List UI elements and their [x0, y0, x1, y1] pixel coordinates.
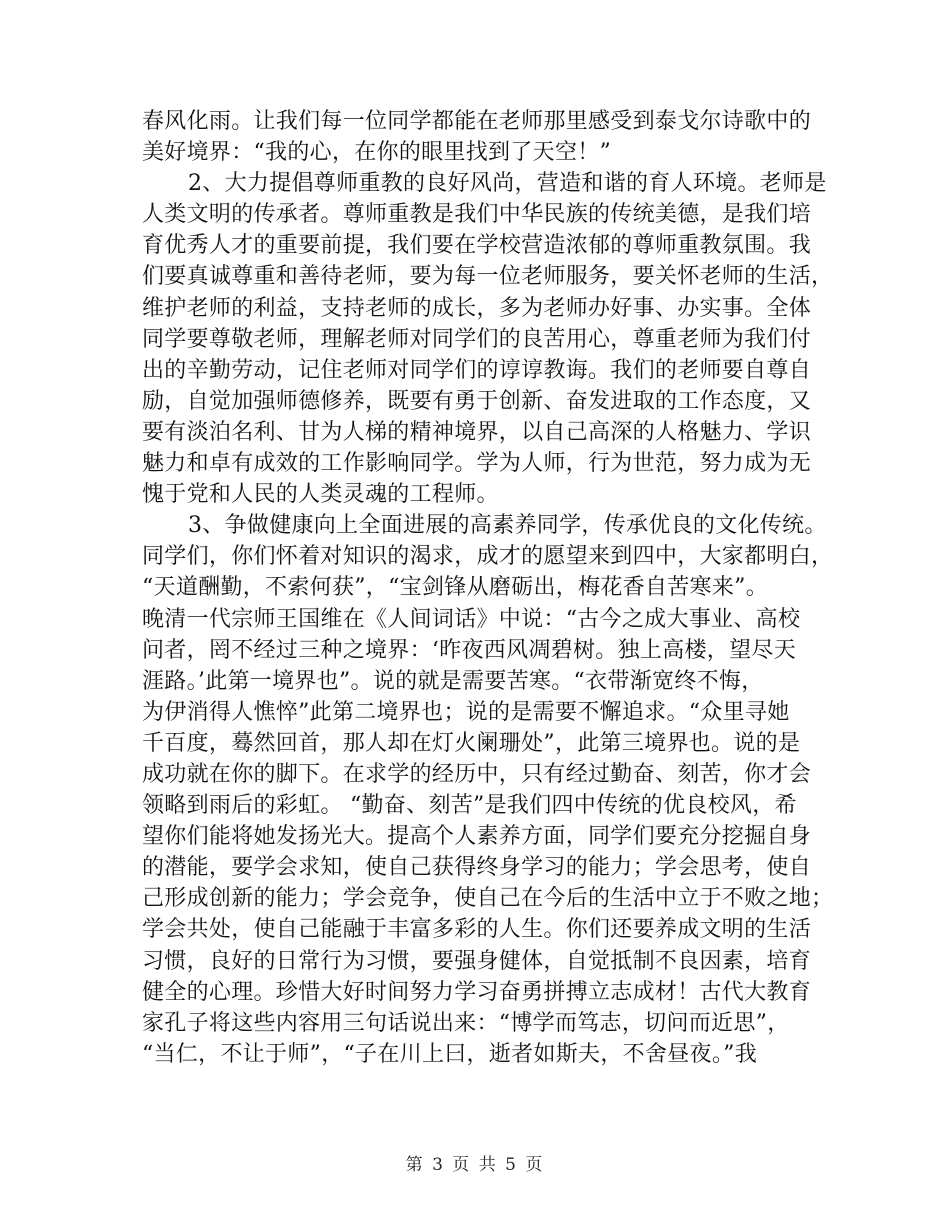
- text-line: 健全的心理。珍惜大好时间努力学习奋勇拼搏立志成材！古代大教育: [142, 979, 812, 1005]
- text-line-paragraph-start: 3、争做健康向上全面进展的高素养同学，传承优良的文化传统。: [188, 513, 827, 539]
- body-text: [142, 106, 834, 1070]
- text-line: 春风化雨。让我们每一位同学都能在老师那里感受到泰戈尔诗歌中的: [142, 109, 812, 134]
- text-line: 成功就在你的脚下。在求学的经历中，只有经过勤奋、刻苦，你才会: [142, 761, 812, 787]
- text-line: 为伊消得人憔悴”此第二境界也；说的是需要不懈追求。“众里寻她: [142, 699, 790, 725]
- text-line: 己形成创新的能力；学会竞争，使自己在今后的生活中立于不败之地；: [142, 886, 834, 912]
- text-line: “天道酬勤，不索何获”，“宝剑锋从磨砺出，梅花香自苦寒来”。: [142, 575, 768, 601]
- text-line: 学会共处，使自己能融于丰富多彩的人生。你们还要养成文明的生活: [142, 917, 812, 943]
- text-line: 出的辛勤劳动，记住老师对同学们的谆谆教诲。我们的老师要自尊自: [142, 357, 812, 383]
- text-line: 晚清一代宗师王国维在《人间词话》中说：“古今之成大事业、高校: [142, 606, 801, 632]
- text-line: 们要真诚尊重和善待老师，要为每一位老师服务，要关怀老师的生活，: [142, 264, 834, 290]
- text-line: 要有淡泊名利、甘为人梯的精神境界，以自己高深的人格魅力、学识: [142, 419, 812, 445]
- text-line: 人类文明的传承者。尊师重教是我们中华民族的传统美德，是我们培: [142, 202, 812, 228]
- text-line: 家孔子将这些内容用三句话说出来：“博学而笃志，切问而近思”，: [142, 1010, 790, 1036]
- text-line: 领略到雨后的彩虹。 “勤奋、刻苦”是我们四中传统的优良校风，希: [142, 793, 797, 819]
- text-line-paragraph-start: 2、大力提倡尊师重教的良好风尚，营造和谐的育人环境。老师是: [188, 171, 827, 197]
- text-line: 同学要尊敬老师，理解老师对同学们的良苦用心，尊重老师为我们付: [142, 326, 812, 352]
- text-line: 愧于党和人民的人类灵魂的工程师。: [142, 482, 499, 508]
- text-line: 励，自觉加强师德修养，既要有勇于创新、奋发进取的工作态度，又: [142, 388, 812, 414]
- text-line: “当仁，不让于师”，“子在川上曰，逝者如斯夫，不舍昼夜。”我: [142, 1041, 757, 1067]
- text-line: 同学们，你们怀着对知识的渴求，成才的愿望来到四中，大家都明白，: [142, 544, 834, 570]
- page-number-footer: 第 3 页 共 5 页: [405, 1155, 545, 1175]
- text-line: 习惯，良好的日常行为习惯，要强身健体，自觉抵制不良因素，培育: [142, 948, 812, 974]
- text-line: 维护老师的利益，支持老师的成长，多为老师办好事、办实事。全体: [142, 295, 812, 321]
- text-line: 问者，罔不经过三种之境界：‘昨夜西风凋碧树。独上高楼，望尽天: [142, 637, 796, 663]
- text-line: 美好境界：“我的心，在你的眼里找到了天空！”: [142, 140, 612, 166]
- text-line: 的潜能，要学会求知，使自己获得终身学习的能力；学会思考，使自: [142, 855, 812, 881]
- text-line: 育优秀人才的重要前提，我们要在学校营造浓郁的尊师重教氛围。我: [142, 233, 812, 259]
- text-line: 涯路。’此第一境界也”。说的就是需要苦寒。“衣带渐宽终不悔，: [142, 668, 764, 694]
- text-line: 望你们能将她发扬光大。提高个人素养方面，同学们要充分挖掘自身: [142, 824, 812, 850]
- text-line: 魅力和卓有成效的工作影响同学。学为人师，行为世范，努力成为无: [142, 451, 812, 477]
- text-line: 千百度，蓦然回首，那人却在灯火阑珊处”，此第三境界也。说的是: [142, 730, 801, 756]
